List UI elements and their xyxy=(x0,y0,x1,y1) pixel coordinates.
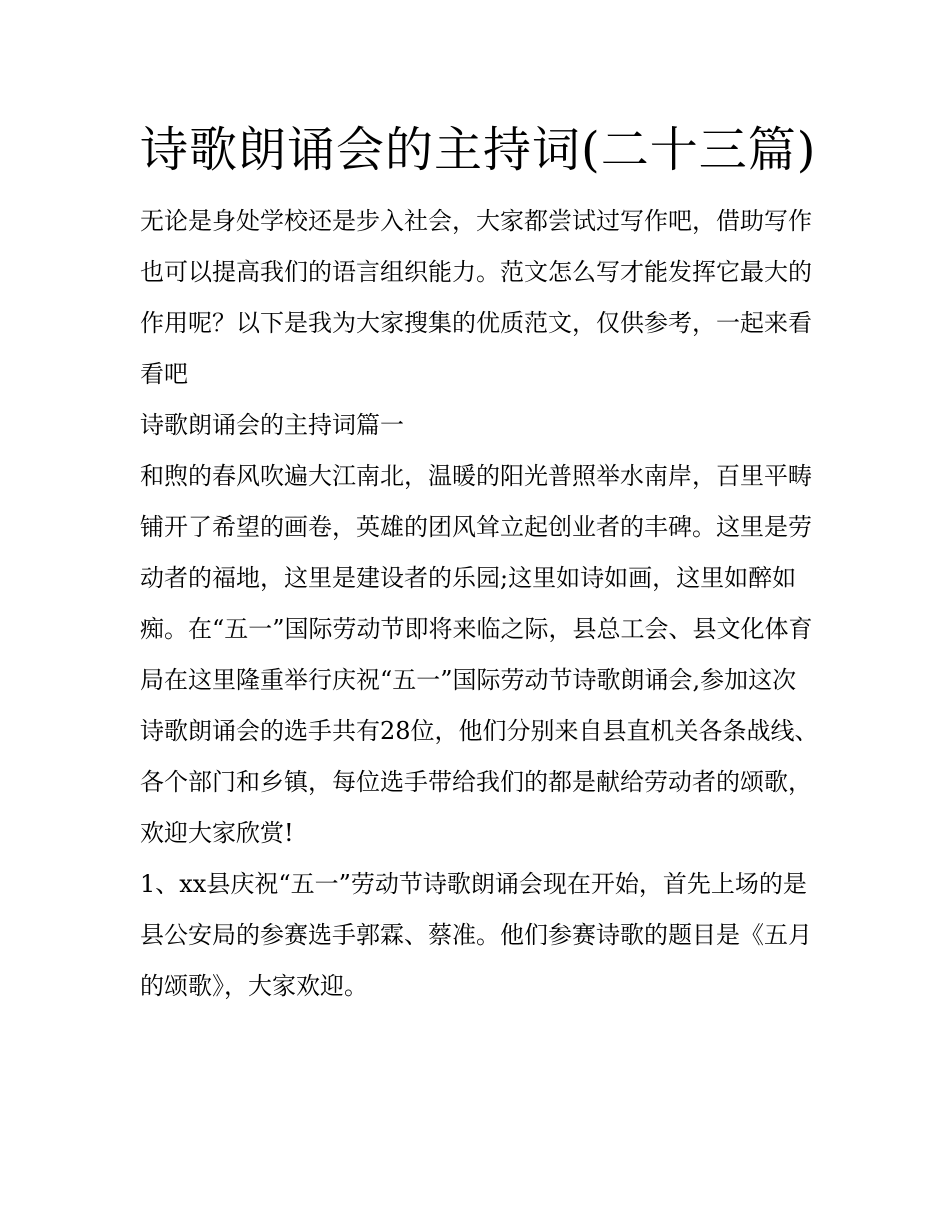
document-page xyxy=(140,112,820,1012)
body-paragraph-1: 和煦的春风吹遍大江南北，温暖的阳光普照举水南岸，百里平畴铺开了希望的画卷，英雄的团风耸立起创业者的丰碑。这里是劳动者的福地，这里是建设者的乐园;这里如诗如画，这里如醉如痴。在“五一”国际劳动节即将来临之际，县总工会、县文化体育局在这里隆重举行庆祝“五一”国际劳动节诗歌朗诵会,参加这次诗歌朗诵会的选手共有28位，他们分别来自县直机关各条战线、各个部门和乡镇，每位选手带给我们的都是献给劳动者的颂歌，欢迎大家欣赏! xyxy=(140,462,819,847)
document-title: 诗歌朗诵会的主持词(二十三篇) xyxy=(140,122,817,178)
body-paragraph-2: 1、xx县庆祝“五一”劳动节诗歌朗诵会现在开始，首先上场的是县公安局的参赛选手郭霖、蔡准。他们参赛诗歌的题目是《五月的颂歌》，大家欢迎。 xyxy=(140,870,812,1000)
intro-paragraph: 无论是身处学校还是步入社会，大家都尝试过写作吧，借助写作也可以提高我们的语言组织能力。范文怎么写才能发挥它最大的作用呢？以下是我为大家搜集的优质范文，仅供参考，一起来看看吧 xyxy=(140,207,812,388)
section-heading: 诗歌朗诵会的主持词篇一 xyxy=(140,411,404,439)
